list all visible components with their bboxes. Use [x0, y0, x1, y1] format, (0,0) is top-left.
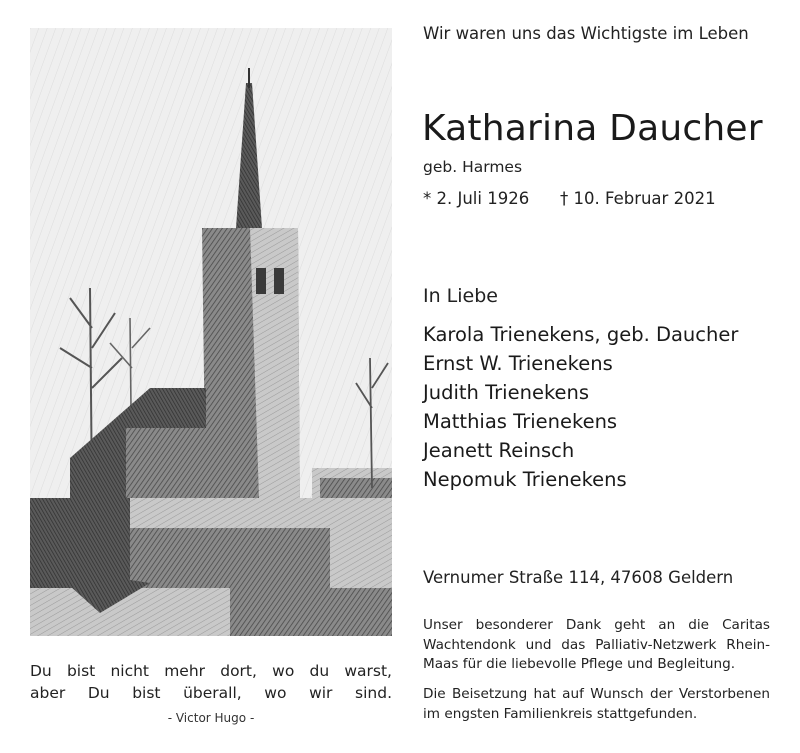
in-love-heading: In Liebe: [423, 285, 498, 307]
deceased-name: Katharina Daucher: [422, 108, 763, 149]
birth-date: * 2. Juli 1926: [423, 189, 530, 208]
address: Vernumer Straße 114, 47608 Geldern: [423, 568, 734, 587]
thanks-note: Unser besonderer Dank geht an die Caritas Wachtendonk und das Palliativ-Netzwerk Rhein-Maas für die liebevolle Pflege und Begleitung.: [423, 617, 770, 672]
mourner-name: Jeanett Reinsch: [423, 439, 575, 462]
church-sketch-icon: [30, 28, 392, 636]
quote-author: - Victor Hugo -: [167, 711, 255, 725]
mourner-name: Judith Trienekens: [423, 381, 590, 404]
mourner-name: Karola Trienekens, geb. Daucher: [423, 323, 739, 346]
burial-note: Die Beisetzung hat auf Wunsch der Verstorbenen im engsten Familienkreis stattgefunden.: [423, 686, 770, 722]
quote-line-2: aber Du bist überall, wo wir sind.: [30, 684, 392, 702]
motto: Wir waren uns das Wichtigste im Leben: [423, 24, 749, 43]
mourner-name: Nepomuk Trienekens: [423, 468, 627, 491]
quote-line-1: Du bist nicht mehr dort, wo du warst,: [30, 662, 392, 680]
death-date: † 10. Februar 2021: [560, 189, 716, 208]
church-sketch-image: [30, 28, 392, 636]
mourner-name: Ernst W. Trienekens: [423, 352, 613, 375]
mourner-name: Matthias Trienekens: [423, 410, 618, 433]
birth-name: geb. Harmes: [423, 158, 523, 176]
